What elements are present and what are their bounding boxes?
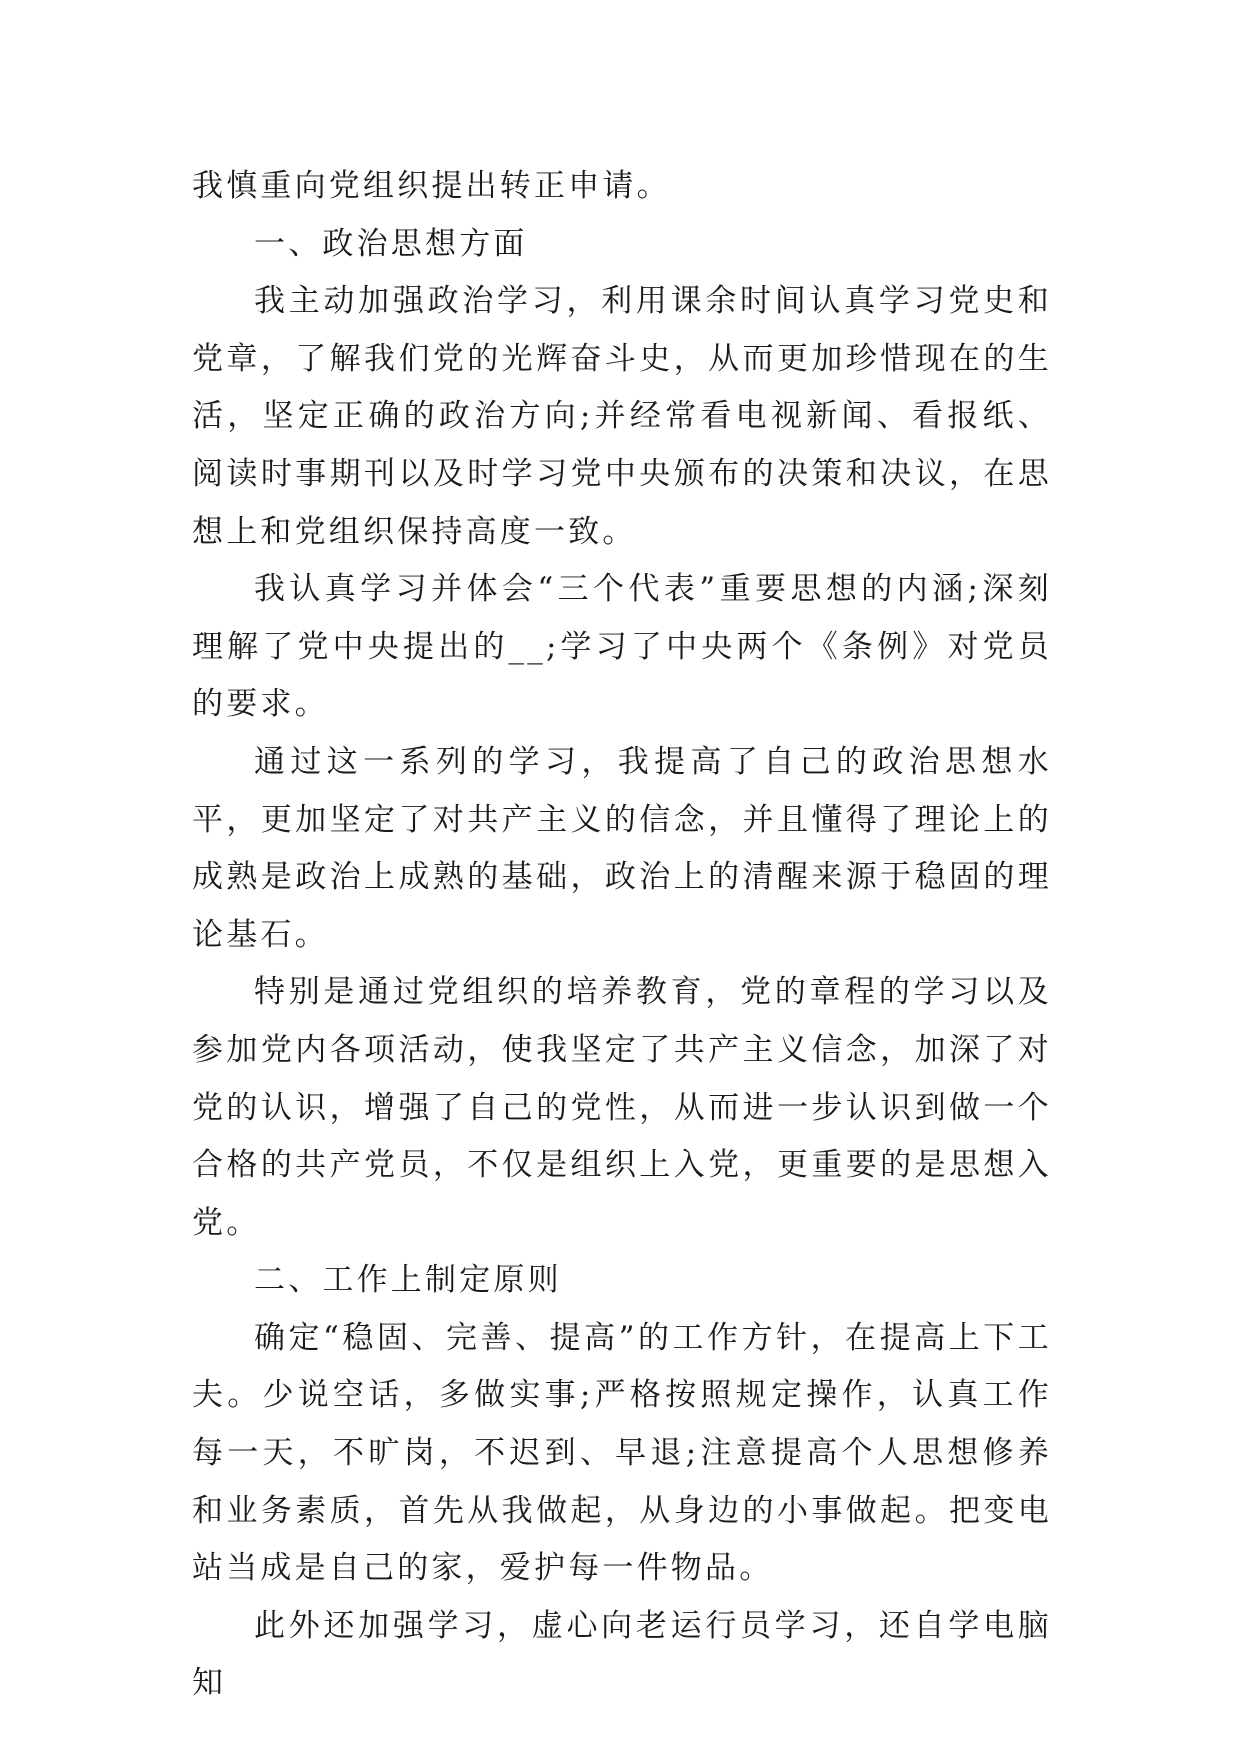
document-body [192, 158, 1052, 1713]
paragraph-study-results: 通过这一系列的学习，我提高了自己的政治思想水平，更加坚定了对共产主义的信念，并且懂得了理论上的成熟是政治上成熟的基础，政治上的清醒来源于稳固的理论基石。 [192, 743, 1052, 953]
section-heading-work-principles: 二、工作上制定原则 [254, 1262, 562, 1299]
paragraph-party-education: 特别是通过党组织的培养教育，党的章程的学习以及参加党内各项活动，使我坚定了共产主义信念，加深了对党的认识，增强了自己的党性，从而进一步认识到做一个合格的共产党员，不仅是组织上入党，更重要的是思想入党。 [192, 974, 1052, 1241]
paragraph-work-policy: 确定“稳固、完善、提高”的工作方针，在提高上下工夫。少说空话，多做实事;严格按照规定操作，认真工作每一天，不旷岗，不迟到、早退;注意提高个人思想修养和业务素质，首先从我做起，从身边的小事做起。把变电站当成是自己的家，爱护每一件物品。 [192, 1319, 1052, 1587]
section-heading-political-thought: 一、政治思想方面 [254, 225, 528, 262]
paragraph-political-study: 我主动加强政治学习，利用课余时间认真学习党史和党章，了解我们党的光辉奋斗史，从而更加珍惜现在的生活，坚定正确的政治方向;并经常看电视新闻、看报纸、阅读时事期刊以及时学习党中央颁布的决策和决议，在思想上和党组织保持高度一致。 [192, 283, 1052, 550]
paragraph-opening: 我慎重向党组织提出转正申请。 [192, 168, 671, 204]
paragraph-three-represents: 我认真学习并体会“三个代表”重要思想的内涵;深刻理解了党中央提出的__;学习了中央两个《条例》对党员的要求。 [192, 571, 1052, 723]
paragraph-further-study: 此外还加强学习，虚心向老运行员学习，还自学电脑知 [192, 1607, 1052, 1702]
